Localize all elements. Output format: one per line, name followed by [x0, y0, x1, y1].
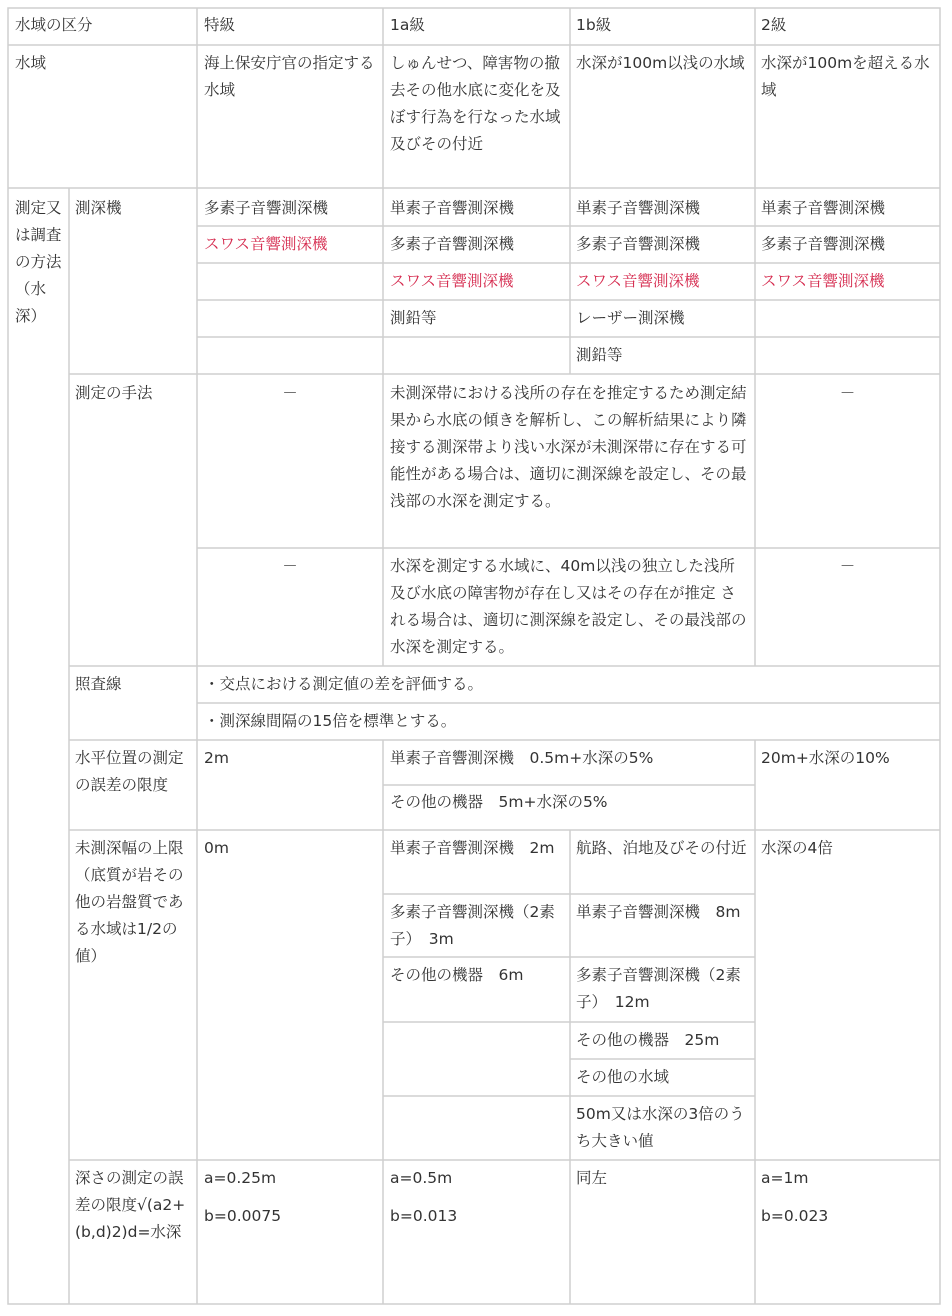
waters-grade-1a: しゅんせつ、障害物の撤去その他水底に変化を及ぼす行為を行なった水域及びその付近 [390, 54, 561, 153]
unsounded-1b-5: その他の水域 [576, 1068, 670, 1086]
header-special: 特級 [204, 16, 236, 34]
horizontal-row-2: その他の機器 5m+水深の5% [390, 793, 608, 811]
technique-special-dash-2: － [282, 557, 298, 575]
sounder-2-1: 多素子音響測深機 [761, 235, 886, 253]
unsounded-1b-3: 多素子音響測深機（2素子） 12m [576, 966, 741, 1011]
header-grade-1b: 1b級 [576, 16, 612, 34]
technique-grade2-dash-1: － [839, 384, 856, 402]
depth-error-special-a: a=0.25m [204, 1169, 277, 1187]
sounder-1b-4: 測鉛等 [576, 346, 623, 364]
sounder-1a-0: 単素子音響測深機 [390, 199, 515, 217]
technique-text-1: 未測深帯における浅所の存在を推定するため測定結果から水底の傾きを解析し、この解析結果により隣接する測深帯より浅い水深が未測深帯に存在する可能性がある場合は、適切に測深線を設定し、その最浅部の水深を測定する。 [390, 384, 747, 510]
unsounded-grade-2: 水深の4倍 [761, 839, 833, 857]
sounder-1b-3: レーザー測深機 [576, 309, 685, 327]
depth-error-2-b: b=0.023 [761, 1207, 829, 1225]
header-grade-2: 2級 [761, 16, 787, 34]
horizontal-special: 2m [204, 749, 229, 767]
technique-label: 測定の手法 [75, 384, 153, 402]
depth-error-1a-a: a=0.5m [390, 1169, 453, 1187]
sounder-1b-0: 単素子音響測深機 [576, 199, 701, 217]
sounder-1b-2: スワス音響測深機 [576, 272, 700, 290]
unsounded-1a-3: その他の機器 6m [390, 966, 524, 984]
header-grade-1a: 1a級 [390, 16, 425, 34]
sounder-1a-3: 測鉛等 [390, 309, 437, 327]
technique-grade2-dash-2: － [839, 557, 856, 575]
depth-error-1a-b: b=0.013 [390, 1207, 458, 1225]
waters-label: 水域 [15, 54, 47, 72]
sounder-label: 測深機 [75, 199, 122, 217]
horizontal-label: 水平位置の測定の誤差の限度 [75, 749, 184, 794]
unsounded-1a-2: 多素子音響測深機（2素子） 3m [390, 903, 555, 948]
depth-error-label: 深さの測定の誤差の限度√(a2+(b,d)2)d=水深 [75, 1169, 186, 1241]
unsounded-label: 未測深幅の上限（底質が岩その他の岩盤質である水域は1/2の値） [75, 839, 184, 965]
depth-error-2-a: a=1m [761, 1169, 809, 1187]
waters-grade-2: 水深が100mを超える水域 [761, 54, 930, 99]
waters-grade-1b: 水深が100m以浅の水域 [576, 54, 745, 72]
unsounded-1b-4: その他の機器 25m [576, 1031, 720, 1049]
depth-error-special-b: b=0.0075 [204, 1207, 282, 1225]
sounder-2-0: 単素子音響測深機 [761, 199, 886, 217]
unsounded-special: 0m [204, 839, 229, 857]
unsounded-1a-1: 単素子音響測深機 2m [390, 839, 555, 857]
horizontal-row-1: 単素子音響測深機 0.5m+水深の5% [390, 749, 654, 767]
unsounded-1b-6: 50m又は水深の3倍のうち大きい値 [576, 1105, 745, 1150]
unsounded-1b-2: 単素子音響測深機 8m [576, 903, 741, 921]
header-area: 水域の区分 [15, 16, 93, 34]
depth-error-1b: 同左 [576, 1169, 608, 1187]
sounder-1b-1: 多素子音響測深機 [576, 235, 701, 253]
method-label: 測定又は調査の方法（水深） [15, 199, 62, 325]
check-line-label: 照査線 [75, 675, 122, 693]
unsounded-1b-1: 航路、泊地及びその付近 [576, 839, 747, 857]
sounder-2-2: スワス音響測深機 [761, 272, 885, 290]
sounder-special-1: スワス音響測深機 [204, 235, 328, 253]
check-line-item-1: ・交点における測定値の差を評価する。 [204, 675, 484, 693]
horizontal-grade-2: 20m+水深の10% [761, 749, 890, 767]
check-line-item-2: ・測深線間隔の15倍を標準とする。 [204, 712, 457, 730]
sounder-1a-1: 多素子音響測深機 [390, 235, 515, 253]
sounder-special-0: 多素子音響測深機 [204, 199, 329, 217]
waters-special: 海上保安庁官の指定する水域 [204, 54, 375, 99]
technique-special-dash-1: － [282, 384, 298, 402]
technique-text-2: 水深を測定する水域に、40m以浅の独立した浅所及び水底の障害物が存在し又はその存在が推定 される場合は、適切に測深線を設定し、その最浅部の水深を測定する。 [390, 557, 747, 656]
sounder-1a-2: スワス音響測深機 [390, 272, 514, 290]
